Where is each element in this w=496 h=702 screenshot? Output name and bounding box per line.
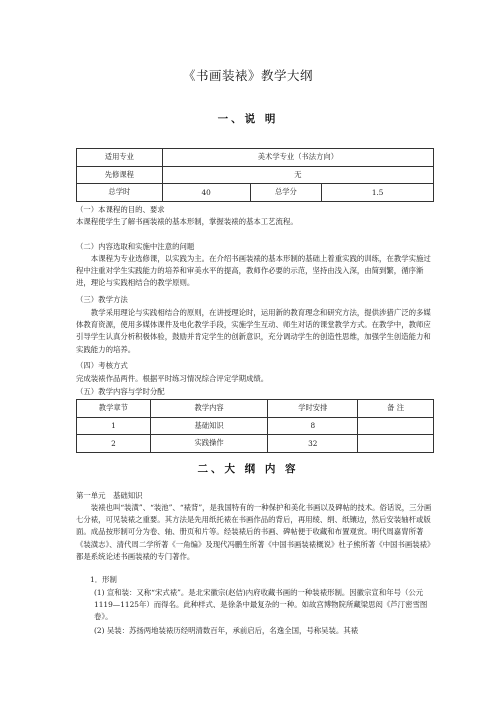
table-cell: 先修课程 (77, 166, 163, 184)
section-heading-content: 二、大 纲 内 容 (197, 463, 299, 475)
unit-heading: 第一单元 基础知识 (76, 491, 143, 500)
section-heading-explanation: 一、说 明 (217, 113, 279, 125)
table-cell: 总学分 (250, 184, 322, 202)
table-cell (358, 417, 434, 435)
course-info-table (76, 148, 434, 202)
paragraph: 教学采用理论与实践相结合的原则，在讲授理论时，运用新的教育理念和研究方法，提供涉猎广泛的多媒体教育资源，使用多媒体课件及电化教学手段，实施学生互动、师生对话的课堂教学方式。在教学中，教师应引导学生认真分析积极体验，鼓励并肯定学生的创新意识，充分调动学生的创造性思维，加强学生创造能力和实践能力的培养。 (76, 308, 431, 354)
paragraph: (1) 宣和装：又称“宋式裱”。是北宋徽宗(赵佶)内府收藏书画的一种装裱形制。因徽宗宣和年号（公元1119—1125年）而得名。此种样式、是徐条中最复杂的一种。如故宫博物院所藏梁思闳《芦汀密雪图卷》。 (94, 588, 428, 622)
table-cell: 美术学专业（书法方向） (162, 149, 433, 167)
item-heading: 1．形制 (90, 575, 117, 584)
table-row (77, 184, 434, 202)
table-row (77, 149, 434, 167)
column-header: 教学章节 (77, 400, 151, 418)
paragraph: 本课程为专业选修课，以实践为主。在介绍书画装裱的基本形制的基础上着重实践的训练，在教学实施过程中注重对学生实践能力的培养和审美水平的提高，教师作必要的示范，坚持由浅入深，由简到繁，循序渐进，理论与实践相结合的教学原则。 (76, 254, 431, 288)
paragraph-heading: （一）本课程的目的、要求 (76, 205, 165, 214)
paragraph: 本课程使学生了解书画装裱的基本形制，掌握装裱的基本工艺流程。 (76, 217, 298, 226)
table-cell: 总学时 (77, 184, 163, 202)
teaching-hours-table (76, 399, 434, 453)
paragraph: 装裱也叫“装潢”、“装池”、“裱背”，是我国特有的一种保护和美化书画以及碑帖的技术。俗话说，三分画七分裱，可见装裱之重要。其方法是先用纸托裱在书画作品的背后，再用绫、绢、纸镶边，然后安装轴杆或版面。成品按形制可分为卷、轴、册页和片等。经装裱后的书画、碑帖便于收藏和布置观赏。明代周嘉胄所著《装潢志》、清代周二学所著《一角编》及现代冯鹏生所著《中国书画装裱概说》杜子熊所著《中国书画装裱》都是系统论述书画装裱的专门著作。 (76, 503, 432, 561)
table-cell: 适用专业 (77, 149, 163, 167)
table-row (77, 435, 434, 453)
table-cell: 8 (268, 417, 358, 435)
paragraph-heading: （三）教学方法 (76, 295, 128, 304)
table-cell: 1.5 (322, 184, 434, 202)
column-header: 备 注 (358, 400, 434, 418)
paragraph-heading: （五）教学内容与学时分配 (76, 387, 165, 396)
paragraph: 完成装裱作品两件。根据平时练习情况综合评定学期成绩。 (76, 374, 269, 383)
table-cell: 无 (162, 166, 433, 184)
table-row (77, 417, 434, 435)
document-title: 《书画装裱》教学大纲 (182, 68, 313, 83)
table-cell: 1 (77, 417, 151, 435)
table-row (77, 166, 434, 184)
table-cell: 32 (268, 435, 358, 453)
table-cell (358, 435, 434, 453)
table-cell: 2 (77, 435, 151, 453)
table-cell: 基础知识 (150, 417, 268, 435)
column-header: 学时安排 (268, 400, 358, 418)
paragraph-heading: （四）考核方式 (76, 361, 128, 370)
paragraph: (2) 吴装：苏扬两地装裱历经明清数百年，承前启后，名逸全国，号称吴装。其裱 (94, 626, 359, 635)
column-header: 教学内容 (150, 400, 268, 418)
table-cell: 40 (162, 184, 250, 202)
table-header-row (77, 400, 434, 418)
table-cell: 实践操作 (150, 435, 268, 453)
paragraph-heading: （二）内容选取和实施中注意的问题 (76, 242, 195, 251)
